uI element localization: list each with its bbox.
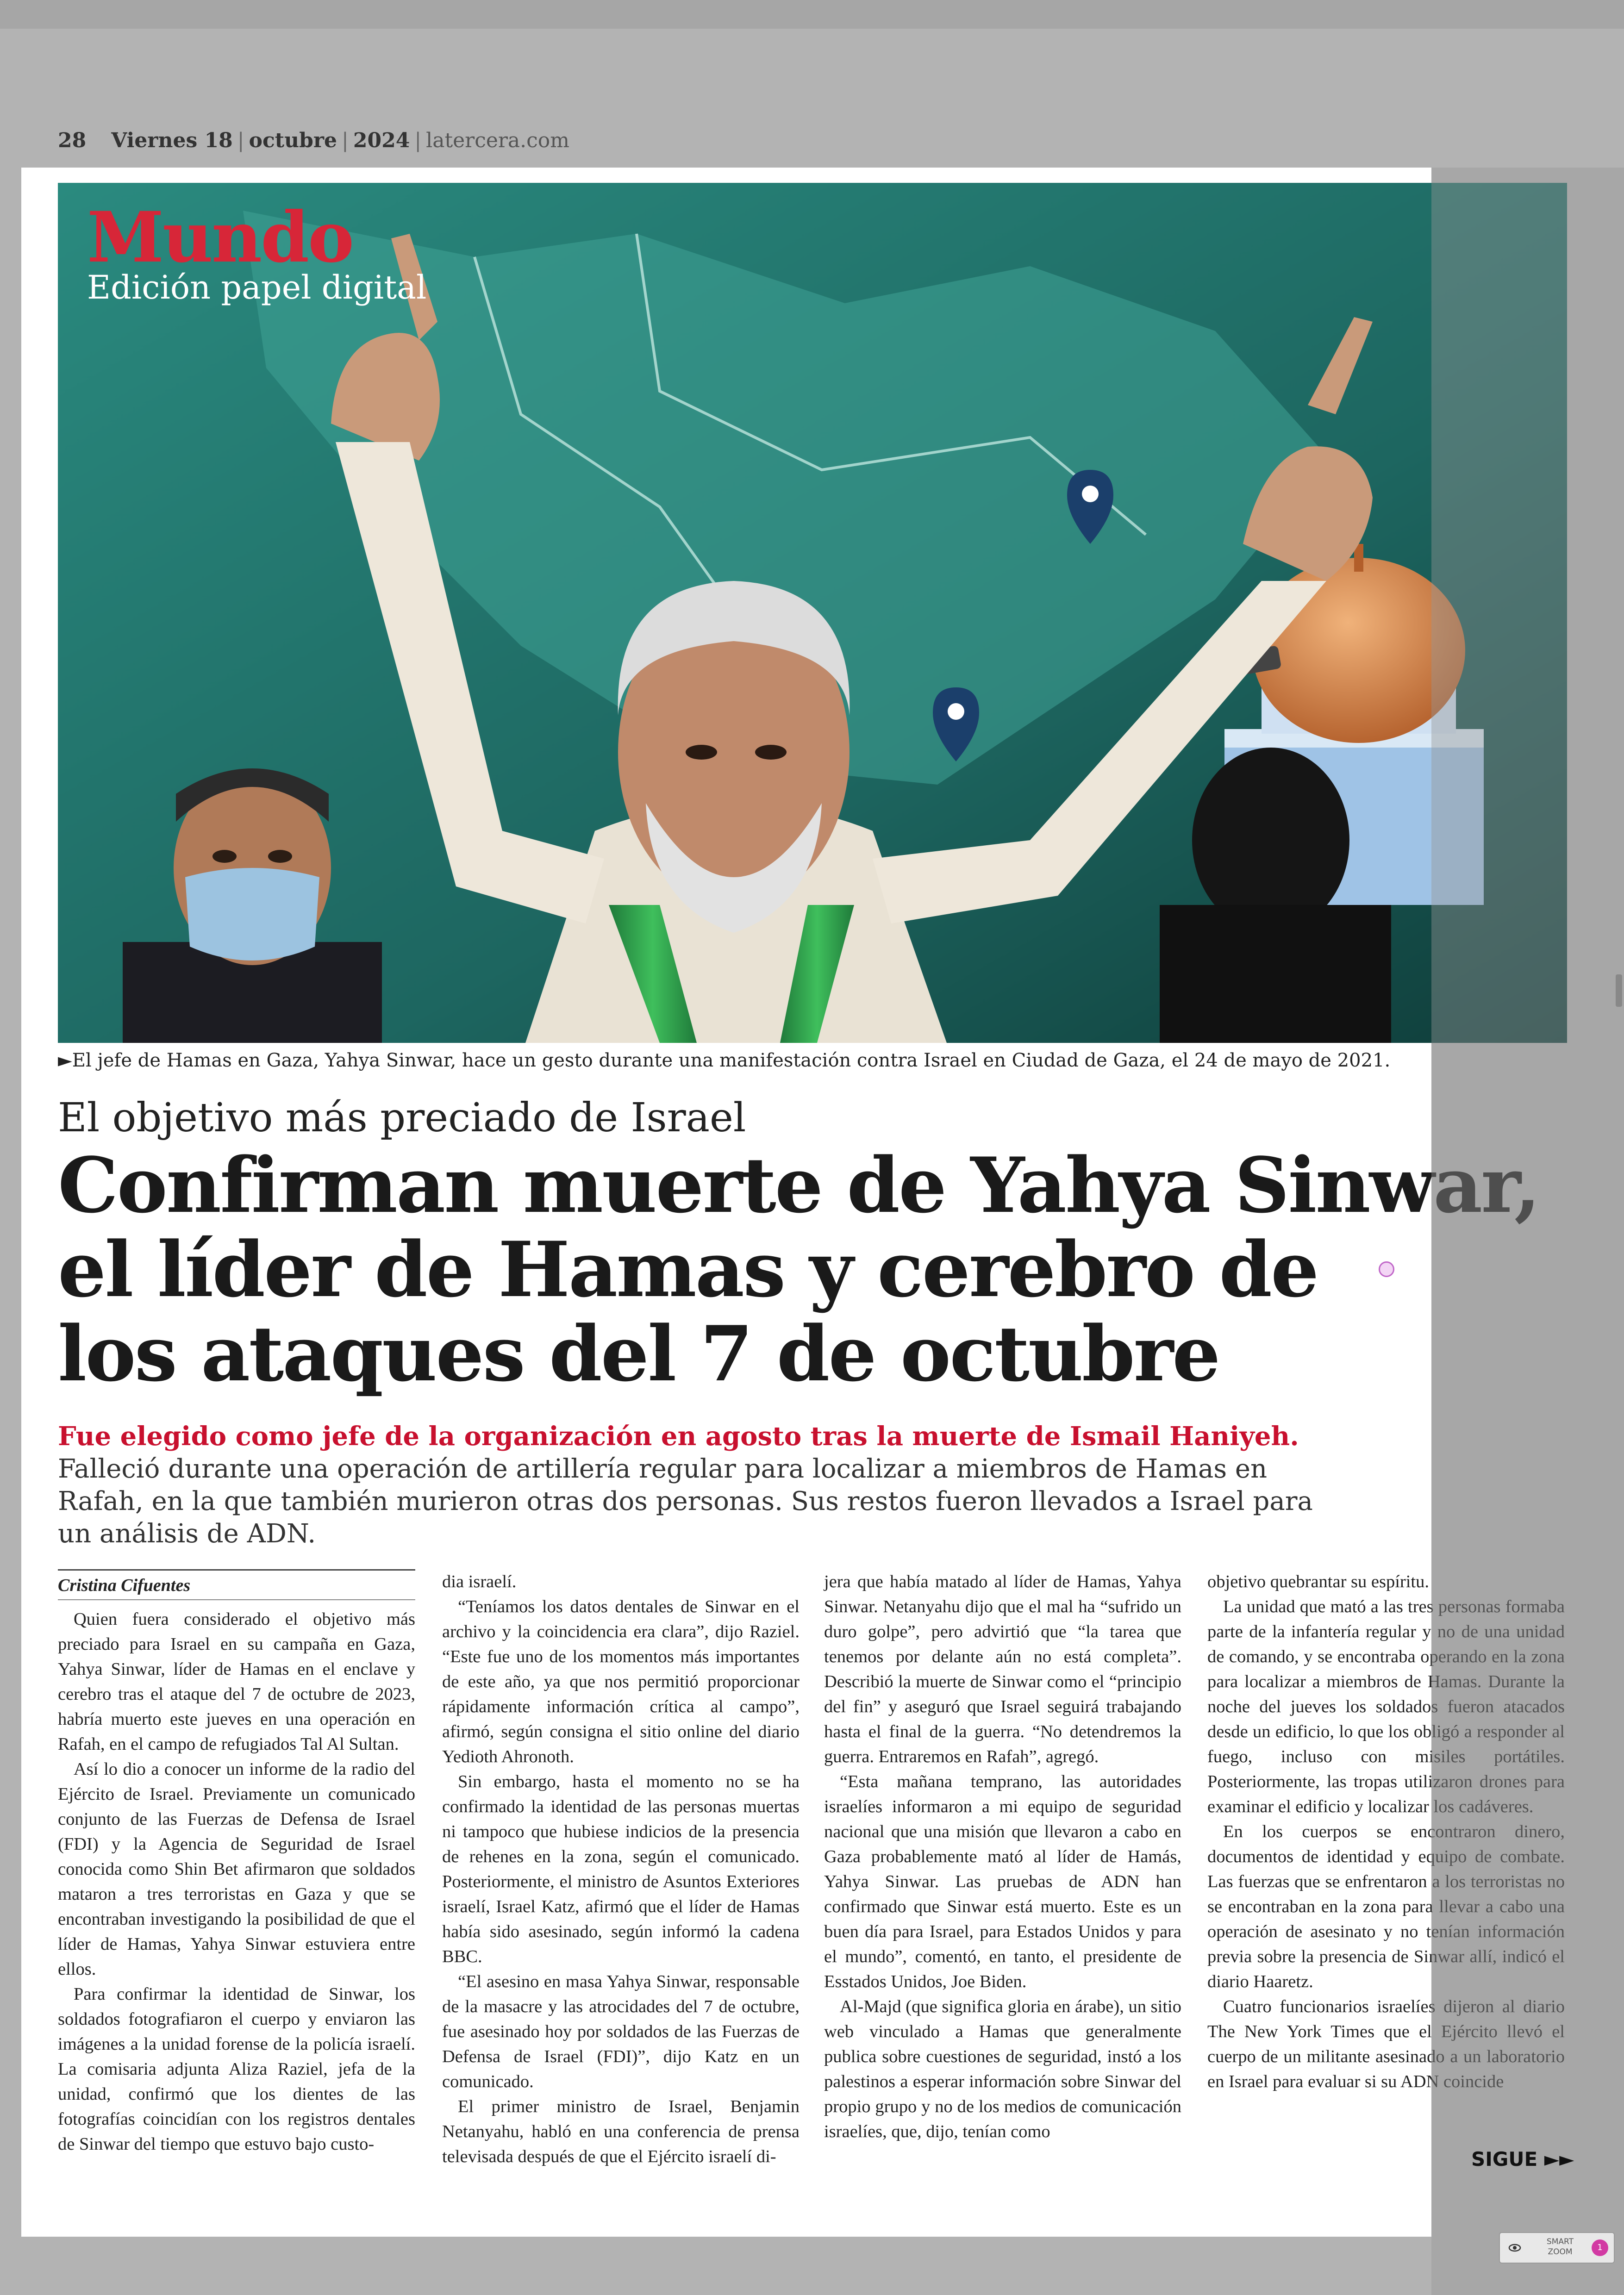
- scrollbar-thumb[interactable]: [1616, 974, 1622, 1007]
- byline: Cristina Cifuentes: [58, 1569, 415, 1600]
- article-body: [58, 1569, 1572, 2180]
- continue-label[interactable]: SIGUE ►►: [1471, 2148, 1574, 2170]
- paragraph: Así lo dio a conocer un informe de la radio del Ejército de Israel. Previamente un comunicado conjunto de las Fuerzas de Defensa de Israel (FDI) y la Agencia de Seguridad de Israel conocida como Shin Bet afirmaron que soldados mataron a tres terroristas en Gaza y que se encontraban investigando la posibilidad de que el líder de Hamas, Yahya Sinwar estuviera entre ellos.: [58, 1759, 415, 1979]
- paragraph: objetivo quebrantar su espíritu.: [1207, 1572, 1429, 1591]
- zoom-badge: 1: [1592, 2239, 1608, 2256]
- article-kicker: El objetivo más preciado de Israel: [58, 1095, 746, 1141]
- headline-line: los ataques del 7 de octubre: [58, 1309, 1219, 1398]
- paragraph: Para confirmar la identidad de Sinwar, los soldados fotografiaron el cuerpo y enviaron las imágenes a la unidad forense de la policía israelí. La comisaria adjunta Aliza Raziel, jefa de la unidad, confirmó que los dientes de las fotografías coincidían con los registros dentales de Sinwar del tiempo que estuvo bajo custo-: [58, 1984, 415, 2154]
- smart-zoom-label: [1542, 2237, 1579, 2257]
- paragraph: “Esta mañana temprano, las autoridades israelíes informaron a mi equipo de seguridad nacional que una misión que llevaron a cabo en Gaza probablemente mató al líder de Hamás, Yahya Sinwar. Las pruebas de ADN han confirmado que Sinwar está muerto. Este es un buen día para Israel, para Estados Unidos y para el mundo”, comentó, en tanto, el presidente de Esstados Unidos, Joe Biden.: [824, 1772, 1181, 1991]
- smart-zoom-label-line: ZOOM: [1548, 2247, 1573, 2257]
- photo-caption: ►El jefe de Hamas en Gaza, Yahya Sinwar, hace un gesto durante una manifestación contra Israel en Ciudad de Gaza, el 24 de mayo de 2021.: [58, 1050, 1391, 1071]
- paragraph: jera que había matado al líder de Hamas, Yahya Sinwar. Netanyahu dijo que el mal ha “sufrido un duro golpe”, pero advirtió que “la tarea que tenemos por delante aún no está completa”. Describió la muerte de Sinwar como el “principio del fin” y aseguró que Israel seguirá trabajando hasta el final de la guerra. “No detendremos la guerra. Entraremos en Rafah”, agregó.: [824, 1572, 1181, 1766]
- eye-icon: [1508, 2241, 1521, 2254]
- separator: |: [237, 129, 244, 152]
- viewer-top-bar: [0, 0, 1624, 29]
- paragraph: “Teníamos los datos dentales de Sinwar en el archivo y la coincidencia era clara”, dijo Raziel. “Este fue uno de los momentos más importantes de este año, ya que nos permitió proporcionar rápidamente información crítica al campo”, afirmó, según consigna el sitio online del diario Yedioth Ahronoth.: [442, 1597, 800, 1766]
- dek-text: Falleció durante una operación de artillería regular para localizar a miembros de Hamas en Rafah, en la que también murieron otras dos personas. Sus restos fueron llevados a Israel para un análisis de ADN.: [58, 1454, 1313, 1549]
- article-dek: [58, 1420, 1354, 1550]
- running-head: [58, 129, 569, 152]
- running-head-site: latercera.com: [426, 129, 570, 152]
- body-column-1: [58, 1569, 415, 2157]
- body-column-2: [442, 1569, 800, 2169]
- paragraph: dia israelí.: [442, 1572, 517, 1591]
- photo-illustration: [58, 183, 1567, 1043]
- separator: |: [342, 129, 349, 152]
- hotspot-marker-icon[interactable]: [1379, 1261, 1394, 1277]
- paragraph: Quien fuera considerado el objetivo más preciado para Israel en su campaña en Gaza, Yahya Sinwar, líder de Hamas en el enclave y cerebro tras el ataque del 7 de octubre de 2023, habría muerto este jueves en una operación en Rafah, en el campo de refugiados Tal Al Sultan.: [58, 1609, 415, 1754]
- paragraph: “El asesino en masa Yahya Sinwar, responsable de la masacre y las atrocidades del 7 de octubre, fue asesinado hoy por soldados de las Fuerzas de Defensa de Israel (FDI)”, dijo Katz en un comunicado.: [442, 1972, 800, 2091]
- running-head-day: Viernes 18: [111, 129, 233, 152]
- smart-zoom-button[interactable]: [1499, 2232, 1615, 2264]
- paragraph: Sin embargo, hasta el momento no se ha confirmado la identidad de las personas muertas ni tampoco que hubiese indicios de la presencia de rehenes en la zona, según el comunicado. Posteriormente, el ministro de Asuntos Exteriores israelí, Israel Katz, afirmó que el líder de Hamas había sido asesinado, según informó la cadena BBC.: [442, 1772, 800, 1966]
- separator: |: [414, 129, 422, 152]
- headline-line: el líder de Hamas y cerebro de: [58, 1225, 1318, 1314]
- paragraph: La unidad que mató a las tres personas formaba parte de la infantería regular y no de una unidad de comando, y se encontraba operando en la zona para localizar a miembros de Hamas. Durante la noche del jueves los soldados fueron atacados desde un edificio, lo que los obligó a responder al fuego, incluso con misiles portátiles. Posteriormente, las tropas utilizaron drones para examinar el edificio y localizar los cadáveres.: [1207, 1597, 1565, 1816]
- running-head-year: 2024: [353, 129, 410, 152]
- next-page-overlay: [1431, 168, 1624, 2295]
- edition-label: Edición papel digital: [87, 268, 427, 306]
- article-headline: [58, 1141, 1539, 1398]
- body-column-3: [824, 1569, 1181, 2144]
- smart-zoom-label-line: SMART: [1546, 2237, 1574, 2246]
- lead-photo: [58, 183, 1567, 1043]
- section-title: Mundo: [87, 197, 353, 278]
- paragraph: Al-Majd (que significa gloria en árabe), un sitio web vinculado a Hamas que generalmente publica sobre cuestiones de seguridad, instó a los palestinos a esperar información sobre Sinwar del propio grupo y no de los medios de comunicación israelíes, que, dijo, tenían como: [824, 1997, 1181, 2141]
- paragraph: El primer ministro de Israel, Benjamin Netanyahu, habló en una conferencia de prensa televisada después de que el Ejército israelí di-: [442, 2097, 800, 2166]
- running-head-month: octubre: [249, 129, 337, 152]
- paragraph: Cuatro funcionarios israelíes dijeron al diario The New York Times que el Ejército llevó el cuerpo de un militante asesinado a un laboratorio en Israel para evaluar si su ADN coincide: [1207, 1997, 1565, 2091]
- dek-highlight: Fue elegido como jefe de la organización en agosto tras la muerte de Ismail Haniyeh.: [58, 1421, 1299, 1452]
- headline-line: Confirman muerte de Yahya Sinwar,: [58, 1141, 1539, 1230]
- page-number: 28: [58, 129, 87, 152]
- paragraph: En los cuerpos se encontraron dinero, documentos de identidad y equipo de combate. Las fuerzas que se enfrentaron a los terroristas no se encontraban en la zona para llevar a cabo una operación de asesinato y no tenían información previa sobre la presencia de Sinwar allí, indicó el diario Haaretz.: [1207, 1822, 1565, 1991]
